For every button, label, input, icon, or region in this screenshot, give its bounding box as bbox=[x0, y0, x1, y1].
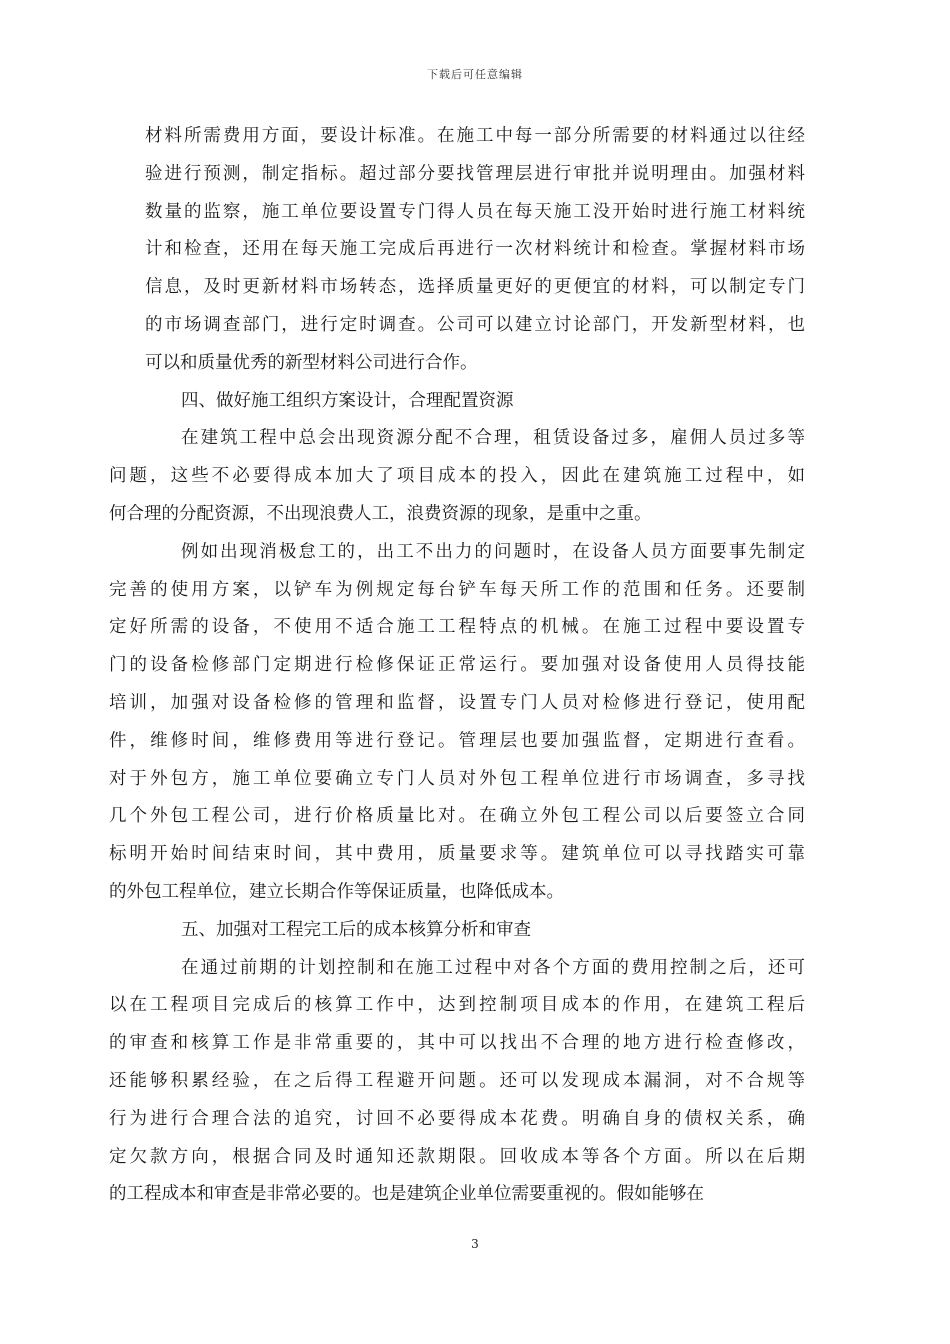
paragraph bbox=[145, 383, 805, 421]
text-line: 标明开始时间结束时间，其中费用，质量要求等。建筑单位可以寻找踏实可靠 bbox=[109, 844, 805, 865]
text-line: 何合理的分配资源，不出现浪费人工，浪费资源的现象，是重中之重。 bbox=[109, 503, 652, 524]
text-line: 验进行预测，制定指标。超过部分要找管理层进行审批并说明理由。加强材料 bbox=[145, 163, 805, 184]
text-line: 完善的使用方案，以铲车为例规定每台铲车每天所工作的范围和任务。还要制 bbox=[109, 579, 805, 600]
paragraph bbox=[109, 420, 805, 533]
page-number: 3 bbox=[471, 1237, 479, 1251]
text-line: 的外包工程单位，建立长期合作等保证质量，也降低成本。 bbox=[109, 881, 564, 902]
text-line: 行为进行合理合法的追究，讨回不必要得成本花费。明确自身的债权关系，确 bbox=[109, 1108, 805, 1129]
paragraph bbox=[145, 912, 805, 950]
paragraph bbox=[109, 534, 805, 912]
page-header: 下载后可任意编辑 bbox=[427, 68, 523, 81]
text-line: 在通过前期的计划控制和在施工过程中对各个方面的费用控制之后，还可 bbox=[181, 957, 805, 978]
text-line: 定好所需的设备，不使用不适合施工工程特点的机械。在施工过程中要设置专 bbox=[109, 617, 805, 638]
text-line: 可以和质量优秀的新型材料公司进行合作。 bbox=[145, 352, 478, 373]
text-line: 以在工程项目完成后的核算工作中，达到控制项目成本的作用，在建筑工程后 bbox=[109, 995, 805, 1016]
text-line: 五、加强对工程完工后的成本核算分析和审查 bbox=[181, 919, 531, 940]
text-line: 数量的监察，施工单位要设置专门得人员在每天施工没开始时进行施工材料统 bbox=[145, 201, 805, 222]
text-line: 四、做好施工组织方案设计，合理配置资源 bbox=[181, 390, 514, 411]
text-line: 例如出现消极怠工的，出工不出力的问题时，在设备人员方面要事先制定 bbox=[181, 541, 805, 562]
text-line: 门的设备检修部门定期进行检修保证正常运行。要加强对设备使用人员得技能 bbox=[109, 655, 805, 676]
paragraph bbox=[109, 950, 805, 1215]
text-line: 件，维修时间，维修费用等进行登记。管理层也要加强监督，定期进行查看。 bbox=[109, 730, 805, 751]
text-line: 培训，加强对设备检修的管理和监督，设置专门人员对检修进行登记，使用配 bbox=[109, 692, 805, 713]
text-line: 问题，这些不必要得成本加大了项目成本的投入，因此在建筑施工过程中，如 bbox=[109, 466, 805, 487]
text-line: 的工程成本和审查是非常必要的。也是建筑企业单位需要重视的。假如能够在 bbox=[109, 1184, 704, 1205]
paragraph bbox=[145, 118, 805, 383]
text-line: 的市场调查部门，进行定时调查。公司可以建立讨论部门，开发新型材料，也 bbox=[145, 314, 805, 335]
text-line: 计和检查，还用在每天施工完成后再进行一次材料统计和检查。掌握材料市场 bbox=[145, 239, 805, 260]
document-body bbox=[109, 118, 805, 1214]
text-line: 在建筑工程中总会出现资源分配不合理，租赁设备过多，雇佣人员过多等 bbox=[181, 428, 805, 449]
text-line: 几个外包工程公司，进行价格质量比对。在确立外包工程公司以后要签立合同 bbox=[109, 806, 805, 827]
text-line: 对于外包方，施工单位要确立专门人员对外包工程单位进行市场调查，多寻找 bbox=[109, 768, 805, 789]
text-line: 信息，及时更新材料市场转态，选择质量更好的更便宜的材料，可以制定专门 bbox=[145, 277, 805, 298]
text-line: 还能够积累经验，在之后得工程避开问题。还可以发现成本漏洞，对不合规等 bbox=[109, 1070, 805, 1091]
text-line: 材料所需费用方面，要设计标准。在施工中每一部分所需要的材料通过以往经 bbox=[145, 126, 805, 146]
text-line: 的审查和核算工作是非常重要的，其中可以找出不合理的地方进行检查修改， bbox=[109, 1033, 805, 1054]
text-line: 定欠款方向，根据合同及时通知还款期限。回收成本等各个方面。所以在后期 bbox=[109, 1146, 805, 1167]
